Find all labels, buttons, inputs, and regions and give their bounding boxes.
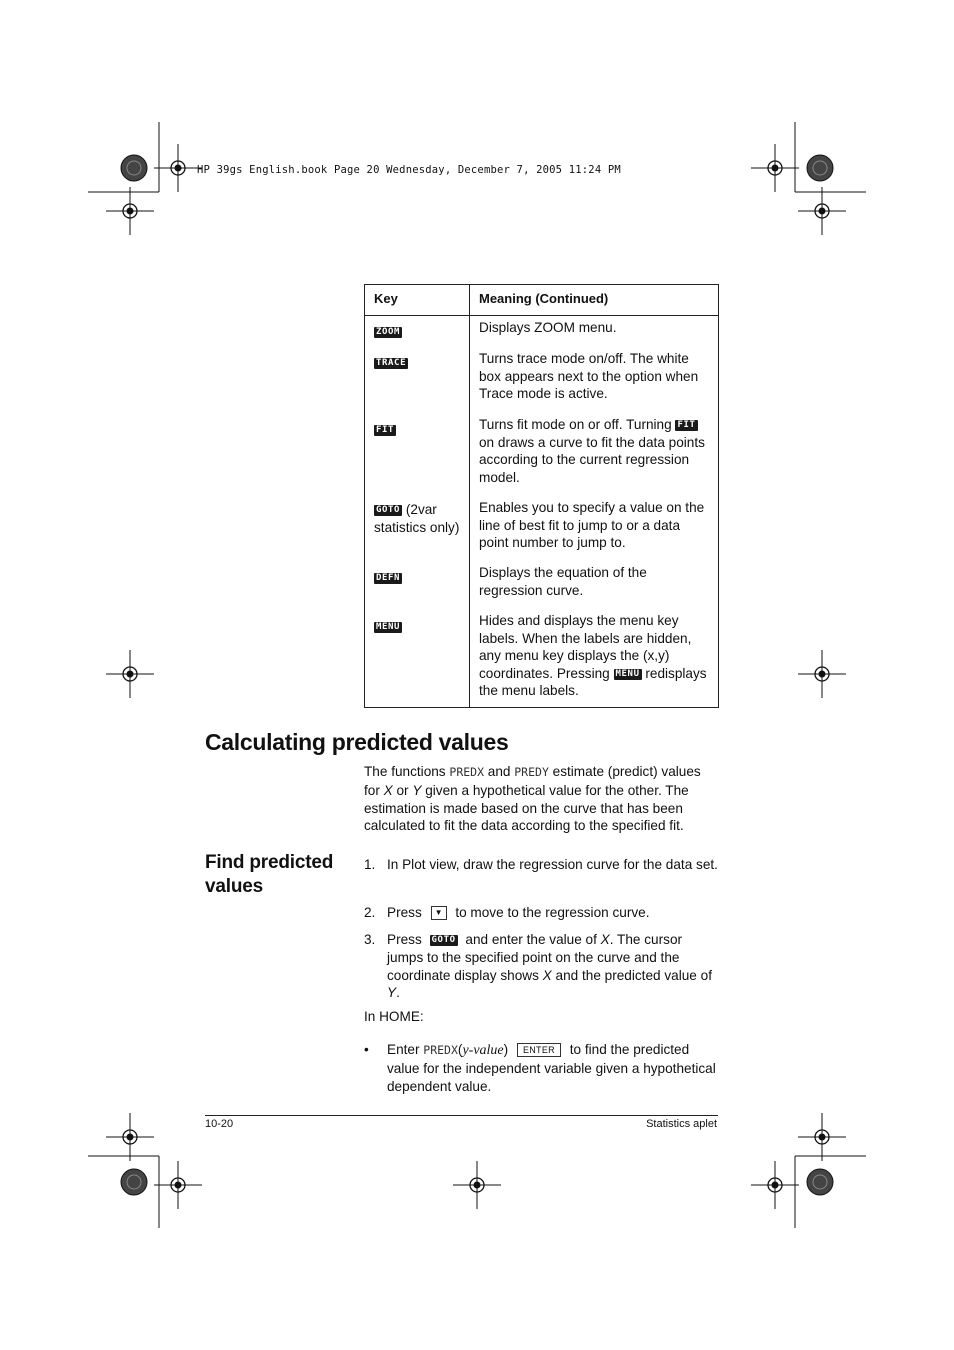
goto-key-chip-step: GOTO (431, 934, 456, 945)
table-row-goto-meaning: Enables you to specify a value on the line of best fit to jump to or a data point number to jump to. (479, 500, 705, 551)
trace-key-chip: TRACE (376, 357, 407, 368)
table-row-defn-meaning: Displays the equation of the regression curve. (479, 565, 647, 598)
step-y: Y (387, 985, 397, 1001)
y-value-arg: y-value (462, 1043, 504, 1058)
fit-meaning-text-a: Turns fit mode on or off. Turning (479, 417, 672, 432)
step-x: X (542, 967, 552, 983)
table-row-menu-meaning (479, 612, 711, 700)
subsection-title: Find predicted values (205, 852, 334, 897)
zoom-key-chip: ZOOM (376, 326, 401, 337)
step-3 (364, 931, 720, 1002)
table-row-fit-key (374, 422, 396, 437)
table-row-fit-meaning (479, 416, 711, 486)
intro-text-4: or (392, 782, 413, 798)
goto-key-chip: GOTO (376, 504, 401, 515)
step-text: and the predicted value of (551, 967, 712, 983)
table-row-menu-key (374, 619, 402, 634)
fit-meaning-text-b: on draws a curve to fit the data points according to the current regression model. (479, 434, 705, 485)
col-meaning-header: Meaning (Continued) (479, 291, 609, 306)
bullet-text: to find the predicted value for the independent variable given a hypothetical dependent value. (387, 1042, 716, 1094)
table-row-defn-key (374, 570, 402, 585)
bullet-text: Enter (387, 1042, 424, 1057)
step-text: In Plot view, draw the regression curve for the data set. (387, 857, 718, 872)
meaning-column (470, 316, 718, 708)
table-row-zoom-key (374, 324, 402, 339)
intro-y: Y (412, 782, 422, 798)
step-text: to move to the regression curve. (455, 905, 650, 920)
step-text: Press (387, 905, 422, 920)
down-arrow-key-icon: ▼ (431, 906, 447, 920)
fit-key-chip: FIT (376, 424, 395, 435)
intro-paragraph (364, 763, 720, 835)
table-row-trace-meaning: Turns trace mode on/off. The white box appears next to the option when Trace mode is active. (479, 351, 699, 402)
intro-text-1: The functions (364, 764, 450, 779)
col-key-header: Key (365, 285, 470, 315)
enter-key-icon: ENTER (517, 1043, 561, 1057)
predy-code: PREDY (514, 765, 549, 779)
predx-code: PREDX (449, 765, 485, 779)
step-text: . The cursor jumps to the specified point on the curve and the coordinate display shows (387, 932, 683, 983)
step-2 (364, 904, 720, 922)
predx-code: PREDX (423, 1043, 458, 1057)
menu-meaning-text-b: redisplays the menu labels. (479, 665, 707, 699)
intro-x: X (383, 782, 393, 798)
step-x: X (600, 932, 610, 947)
table-row-zoom-meaning: Displays ZOOM menu. (479, 320, 617, 335)
menu-key-chip: MENU (376, 621, 401, 632)
print-header: HP 39gs English.book Page 20 Wednesday, December 7, 2005 11:24 PM (197, 164, 621, 176)
intro-text-3: estimate (predict) values for (364, 764, 701, 798)
step-number: 2. (364, 905, 376, 920)
step-number: 1. (364, 857, 376, 872)
menu-key-chip-inline: MENU (615, 668, 640, 679)
table-row-goto-key (374, 501, 466, 536)
key-table (364, 284, 719, 708)
step-text: Press (387, 932, 422, 947)
section-title: Calculating predicted values (205, 729, 509, 755)
step-text: . (396, 985, 400, 1001)
intro-text-2: and (484, 764, 515, 779)
defn-key-chip: DEFN (376, 572, 401, 583)
step-number: 3. (364, 932, 376, 947)
bullet-item: • Enter PREDX(y-value) ENTER to find the predicted value for the independent variable given a hypothetical dependent value. (364, 1042, 716, 1094)
page-number: 10-20 (205, 1118, 234, 1130)
footer-rule (205, 1115, 718, 1116)
step-1 (364, 856, 720, 874)
table-row-trace-key (374, 355, 408, 370)
fit-key-chip-inline: FIT (677, 419, 696, 430)
in-home-label: In HOME: (364, 1009, 424, 1024)
bullet-mark: • (364, 1042, 369, 1057)
menu-meaning-text-a: Hides and displays the menu key labels. When the labels are hidden, any menu key displays the (x,y) coordinates. Pressing (479, 613, 692, 681)
goto-key-note: (2var statistics only) (374, 502, 460, 535)
key-column (365, 316, 470, 708)
table-header (365, 285, 718, 316)
intro-text-5: given a hypothetical value for the other. The estimation is made based on the curve that has been calculated to fit the data according to the specified fit. (364, 782, 689, 834)
step-text: and enter the value of (465, 932, 601, 947)
chapter-name: Statistics aplet (646, 1118, 717, 1130)
